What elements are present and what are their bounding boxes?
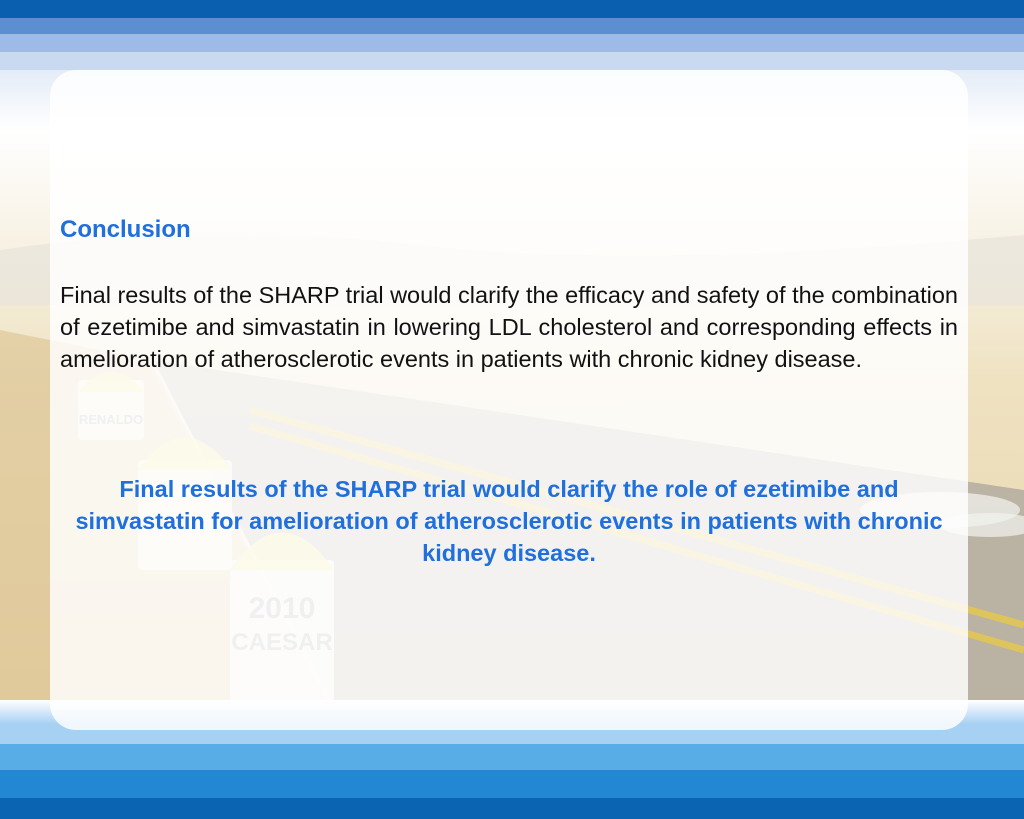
slide-body-text: Final results of the SHARP trial would clarify the efficacy and safety of the combination of ezetimibe and simvastatin in lowering LDL cholesterol and corresponding effects in amelioration of atherosclerotic events in patients with chronic kidney disease. bbox=[60, 282, 958, 372]
slide-heading: Conclusion bbox=[60, 216, 191, 243]
slide-highlight-text: Final results of the SHARP trial would clarify the role of ezetimibe and simvastatin for amelioration of atherosclerotic events in patients with chronic kidney disease. bbox=[75, 476, 943, 566]
content-panel bbox=[50, 70, 968, 730]
